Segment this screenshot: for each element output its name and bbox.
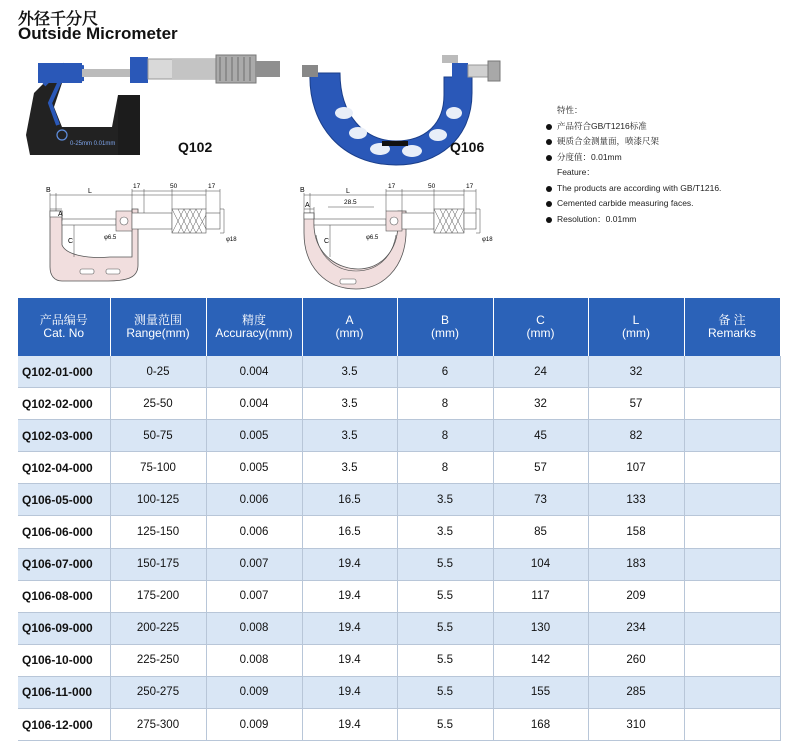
cell-range: 175-200 — [110, 580, 206, 612]
feature-cn-3: 分度值：0.01mm — [543, 150, 721, 166]
table-row — [18, 709, 780, 741]
col-header-a: A (mm) — [302, 298, 397, 356]
q106-model-label: Q106 — [450, 139, 485, 155]
cell-l: 310 — [588, 709, 684, 741]
cell-a: 19.4 — [302, 580, 397, 612]
cell-a: 19.4 — [302, 548, 397, 580]
cell-a: 3.5 — [302, 420, 397, 452]
cell-b: 8 — [397, 388, 493, 420]
q106-dim-phi18: φ18 — [482, 237, 493, 243]
cell-accuracy: 0.007 — [206, 548, 302, 580]
q102-dim-l: L — [88, 188, 92, 195]
cell-a: 16.5 — [302, 516, 397, 548]
cell-b: 5.5 — [397, 676, 493, 708]
cell-range: 50-75 — [110, 420, 206, 452]
cell-cat-no: Q106-08-000 — [18, 580, 110, 612]
q106-dim-17b: 17 — [466, 183, 474, 190]
feature-en-3: Resolution：0.01mm — [543, 212, 721, 228]
q106-dim-a: A — [305, 202, 310, 209]
cell-accuracy: 0.009 — [206, 676, 302, 708]
col-header-accuracy: 精度 Accuracy(mm) — [206, 298, 302, 356]
q102-dim-b: B — [46, 187, 51, 194]
cell-b: 6 — [397, 356, 493, 388]
col-header-cat: 产品编号 Cat. No — [18, 298, 110, 356]
cell-range: 125-150 — [110, 516, 206, 548]
cell-remarks — [684, 644, 780, 676]
cell-accuracy: 0.005 — [206, 420, 302, 452]
cell-remarks — [684, 356, 780, 388]
cell-b: 3.5 — [397, 516, 493, 548]
feature-cn-2: 硬质合金测量面，喷漆尺架 — [543, 134, 721, 150]
cell-remarks — [684, 388, 780, 420]
cell-accuracy: 0.006 — [206, 516, 302, 548]
cell-c: 130 — [493, 612, 588, 644]
cell-l: 183 — [588, 548, 684, 580]
cell-c: 45 — [493, 420, 588, 452]
q102-dim-17a: 17 — [133, 183, 141, 190]
cell-range: 150-175 — [110, 548, 206, 580]
cell-cat-no: Q102-02-000 — [18, 388, 110, 420]
cell-range: 25-50 — [110, 388, 206, 420]
features-heading-en: Feature： — [557, 167, 595, 177]
spec-table-body — [18, 356, 780, 741]
cell-cat-no: Q102-04-000 — [18, 452, 110, 484]
cell-a: 19.4 — [302, 612, 397, 644]
q106-dim-285: 28.5 — [344, 199, 357, 206]
cell-cat-no: Q106-09-000 — [18, 612, 110, 644]
cell-cat-no: Q102-01-000 — [18, 356, 110, 388]
cell-c: 32 — [493, 388, 588, 420]
cell-remarks — [684, 548, 780, 580]
cell-l: 234 — [588, 612, 684, 644]
table-row — [18, 388, 780, 420]
cell-accuracy: 0.007 — [206, 580, 302, 612]
q102-dim-17b: 17 — [208, 183, 216, 190]
cell-remarks — [684, 709, 780, 741]
q102-drawing — [48, 183, 266, 291]
feature-en-1: The products are according with GB/T1216. — [543, 181, 721, 197]
q106-dim-b: B — [300, 187, 305, 194]
table-row — [18, 676, 780, 708]
cell-remarks — [684, 484, 780, 516]
cell-a: 3.5 — [302, 452, 397, 484]
cell-l: 133 — [588, 484, 684, 516]
q106-drawing — [300, 183, 500, 291]
col-header-b: B (mm) — [397, 298, 493, 356]
cell-accuracy: 0.008 — [206, 612, 302, 644]
cell-a: 19.4 — [302, 709, 397, 741]
q102-dim-phi65: φ6.5 — [104, 235, 117, 241]
cell-l: 260 — [588, 644, 684, 676]
page-title-cn: 外径千分尺 — [18, 11, 99, 28]
cell-b: 3.5 — [397, 484, 493, 516]
table-header-row — [18, 298, 780, 356]
col-header-c: C (mm) — [493, 298, 588, 356]
cell-b: 8 — [397, 452, 493, 484]
q106-dim-phi65: φ6.5 — [366, 235, 379, 241]
cell-c: 142 — [493, 644, 588, 676]
q106-dim-50: 50 — [428, 183, 436, 190]
cell-a: 19.4 — [302, 676, 397, 708]
feature-en-2: Cemented carbide measuring faces. — [543, 196, 721, 212]
cell-range: 0-25 — [110, 356, 206, 388]
cell-c: 117 — [493, 580, 588, 612]
page-title-en: Outside Micrometer — [18, 24, 178, 43]
q102-dim-a: A — [58, 211, 63, 218]
cell-cat-no: Q106-10-000 — [18, 644, 110, 676]
q102-frame-text: 0-25mm 0.01mm — [70, 141, 116, 147]
q106-dim-l: L — [346, 188, 350, 195]
cell-b: 5.5 — [397, 580, 493, 612]
features-heading-cn: 特性： — [557, 105, 583, 115]
cell-cat-no: Q106-12-000 — [18, 709, 110, 741]
table-row — [18, 420, 780, 452]
cell-accuracy: 0.008 — [206, 644, 302, 676]
col-header-l: L (mm) — [588, 298, 684, 356]
cell-remarks — [684, 676, 780, 708]
spec-table — [18, 298, 781, 741]
col-header-remarks: 备 注 Remarks — [684, 298, 780, 356]
cell-b: 5.5 — [397, 644, 493, 676]
q102-photo — [22, 55, 284, 163]
cell-c: 57 — [493, 452, 588, 484]
table-row — [18, 356, 780, 388]
feature-cn-1: 产品符合GB/T1216标准 — [543, 119, 721, 135]
cell-range: 75-100 — [110, 452, 206, 484]
cell-cat-no: Q106-06-000 — [18, 516, 110, 548]
col-header-range: 测量范围 Range(mm) — [110, 298, 206, 356]
cell-l: 57 — [588, 388, 684, 420]
cell-cat-no: Q106-07-000 — [18, 548, 110, 580]
table-row — [18, 548, 780, 580]
q102-model-label: Q102 — [178, 139, 213, 155]
cell-cat-no: Q106-11-000 — [18, 676, 110, 708]
cell-c: 73 — [493, 484, 588, 516]
cell-b: 5.5 — [397, 709, 493, 741]
cell-cat-no: Q106-05-000 — [18, 484, 110, 516]
cell-remarks — [684, 452, 780, 484]
cell-remarks — [684, 420, 780, 452]
cell-l: 158 — [588, 516, 684, 548]
table-row — [18, 612, 780, 644]
cell-l: 107 — [588, 452, 684, 484]
q102-dim-50: 50 — [170, 183, 178, 190]
q106-photo — [292, 55, 502, 175]
cell-a: 3.5 — [302, 356, 397, 388]
cell-cat-no: Q102-03-000 — [18, 420, 110, 452]
cell-accuracy: 0.009 — [206, 709, 302, 741]
table-row — [18, 580, 780, 612]
table-row — [18, 452, 780, 484]
cell-remarks — [684, 580, 780, 612]
q102-dim-phi18: φ18 — [226, 237, 237, 243]
q106-dim-17a: 17 — [388, 183, 396, 190]
cell-remarks — [684, 612, 780, 644]
cell-remarks — [684, 516, 780, 548]
cell-b: 5.5 — [397, 612, 493, 644]
table-row — [18, 484, 780, 516]
cell-accuracy: 0.005 — [206, 452, 302, 484]
table-row — [18, 644, 780, 676]
cell-c: 168 — [493, 709, 588, 741]
cell-l: 82 — [588, 420, 684, 452]
q102-dim-c: C — [68, 238, 74, 245]
cell-c: 85 — [493, 516, 588, 548]
cell-accuracy: 0.006 — [206, 484, 302, 516]
cell-c: 155 — [493, 676, 588, 708]
cell-a: 19.4 — [302, 644, 397, 676]
cell-range: 100-125 — [110, 484, 206, 516]
features-panel — [543, 103, 721, 227]
cell-b: 8 — [397, 420, 493, 452]
cell-range: 250-275 — [110, 676, 206, 708]
q106-dim-c: C — [324, 238, 330, 245]
cell-b: 5.5 — [397, 548, 493, 580]
cell-l: 209 — [588, 580, 684, 612]
cell-range: 200-225 — [110, 612, 206, 644]
cell-l: 285 — [588, 676, 684, 708]
cell-l: 32 — [588, 356, 684, 388]
cell-c: 24 — [493, 356, 588, 388]
cell-a: 16.5 — [302, 484, 397, 516]
cell-a: 3.5 — [302, 388, 397, 420]
table-row — [18, 516, 780, 548]
cell-range: 275-300 — [110, 709, 206, 741]
cell-accuracy: 0.004 — [206, 388, 302, 420]
cell-range: 225-250 — [110, 644, 206, 676]
cell-c: 104 — [493, 548, 588, 580]
cell-accuracy: 0.004 — [206, 356, 302, 388]
